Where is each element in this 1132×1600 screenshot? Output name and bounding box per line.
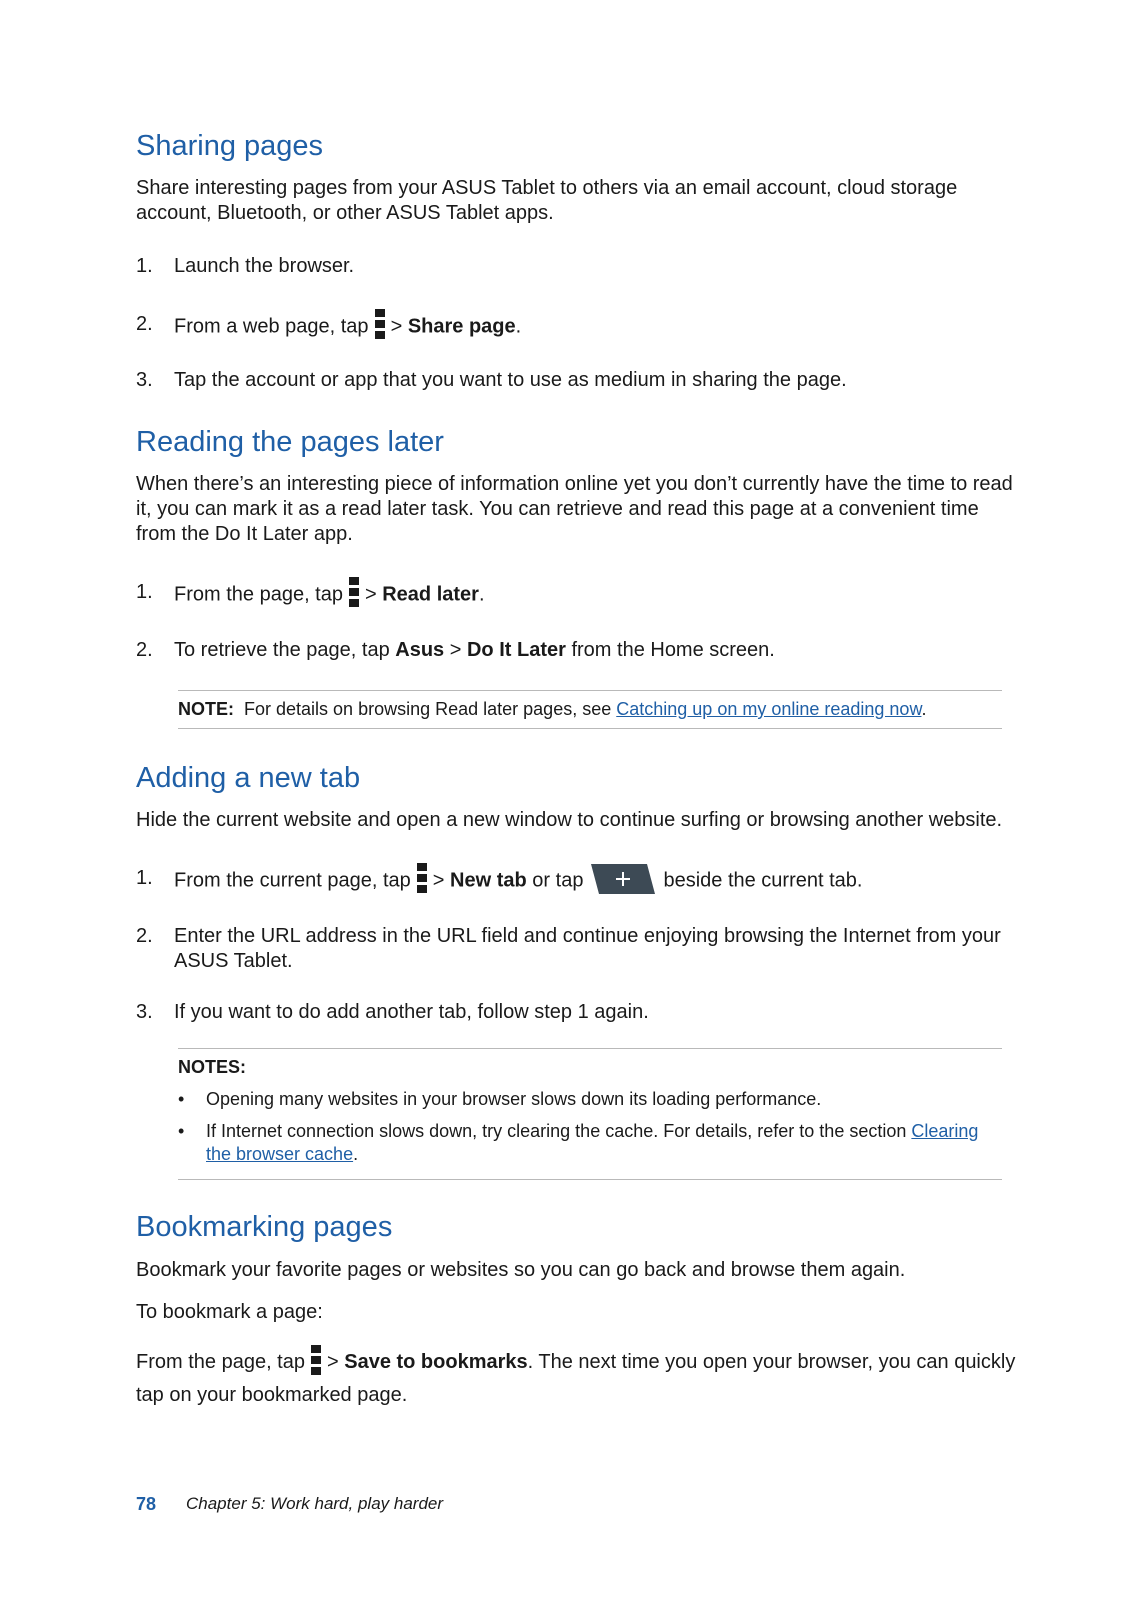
note-end: .: [921, 699, 927, 719]
note-label: NOTE:: [178, 699, 234, 719]
step-text: Launch the browser.: [174, 255, 355, 277]
newtab-notes-box: [178, 1048, 1002, 1180]
gt-separator: >: [364, 583, 377, 606]
step-text: [174, 312, 1016, 342]
note-text: For details on browsing Read later pages, see: [244, 699, 612, 719]
note-item-text: If Internet connection slows down, try clearing the cache. For details, refer to the section: [206, 1121, 907, 1141]
step-post: .: [478, 583, 485, 606]
note-item-end: .: [353, 1144, 359, 1164]
heading-bookmarking-pages: Bookmarking pages: [136, 1211, 393, 1243]
step-pre: From the page, tap: [174, 583, 343, 606]
menu-icon[interactable]: [311, 1345, 321, 1375]
step-number: 1.: [136, 867, 153, 889]
bookmark-intro: Bookmark your favorite pages or websites so you can go back and browse them again.: [136, 1259, 906, 1281]
save-to-bookmarks-label: Save to bookmarks: [344, 1351, 528, 1373]
bookmark-step: [136, 1346, 1016, 1412]
step-text: If you want to do add another tab, follow step 1 again.: [174, 1001, 649, 1023]
bookmark-sub: To bookmark a page:: [136, 1301, 323, 1323]
chapter-title: Chapter 5: Work hard, play harder: [186, 1494, 444, 1513]
step-number: 2.: [136, 639, 153, 661]
step-number: 3.: [136, 1001, 153, 1023]
bullet: •: [178, 1089, 185, 1109]
reading-note-box: [178, 690, 1002, 729]
list-item: [178, 1088, 1002, 1111]
step-pre: From the page, tap: [136, 1351, 305, 1373]
step-number: 1.: [136, 255, 153, 277]
step-pre: From a web page, tap: [174, 315, 369, 338]
share-page-label: Share page: [407, 315, 516, 338]
sharing-intro: Share interesting pages from your ASUS Tablet to others via an email account, cloud storage account, Bluetooth, or other ASUS Tablet apps.: [136, 177, 958, 224]
step-post: .: [515, 315, 522, 338]
link-catching-up[interactable]: Catching up on my online reading now: [616, 699, 922, 719]
bullet: •: [178, 1121, 185, 1141]
heading-reading-later: Reading the pages later: [136, 426, 444, 458]
step-number: 3.: [136, 369, 153, 391]
page-number: 78: [136, 1494, 157, 1514]
link-clearing-cache[interactable]: Clearing the browser cache: [206, 1121, 979, 1164]
heading-adding-new-tab: Adding a new tab: [136, 762, 361, 794]
step-number: 2.: [136, 925, 153, 947]
step-text: Tap the account or app that you want to use as medium in sharing the page.: [174, 369, 847, 391]
step-pre: From the current page, tap: [174, 869, 411, 892]
gt-separator: >: [390, 315, 403, 338]
step-number: 1.: [136, 581, 153, 603]
note-item-text: Opening many websites in your browser slows down its loading performance.: [206, 1089, 822, 1109]
newtab-intro: Hide the current website and open a new window to continue surfing or browsing another website.: [136, 809, 1003, 831]
asus-label: Asus: [395, 639, 445, 661]
gt-separator: >: [449, 639, 462, 661]
step-text: Enter the URL address in the URL field and continue enjoying browsing the Internet from your ASUS Tablet.: [174, 925, 1001, 972]
menu-icon[interactable]: [349, 577, 359, 607]
reading-intro: When there’s an interesting piece of information online yet you don’t currently have the time to read it, you can mark it as a read later task. You can retrieve and read this page at a convenient time from the Do It Later app.: [136, 473, 1013, 545]
step-text: [174, 638, 1016, 663]
do-it-later-label: Do It Later: [466, 639, 566, 661]
notes-list: [178, 1088, 1002, 1166]
gt-separator: >: [326, 1351, 339, 1373]
menu-icon[interactable]: [375, 309, 385, 339]
step-mid: or tap: [532, 869, 584, 892]
read-later-label: Read later: [382, 583, 479, 606]
step-number: 2.: [136, 313, 153, 335]
heading-sharing-pages: Sharing pages: [136, 130, 324, 162]
list-item: [178, 1120, 1002, 1166]
step-text: [174, 580, 1016, 610]
step-text: [174, 866, 1016, 896]
step-post: . The next time you open your browser, you can quickly tap on your bookmarked page.: [136, 1351, 1016, 1406]
step-post: from the Home screen.: [571, 639, 775, 661]
step-post: beside the current tab.: [663, 869, 863, 892]
gt-separator: >: [432, 869, 445, 892]
new-tab-plus-icon[interactable]: [591, 864, 655, 894]
new-tab-label: New tab: [450, 869, 527, 892]
menu-icon[interactable]: [417, 863, 427, 893]
step-pre: To retrieve the page, tap: [174, 639, 390, 661]
notes-label: NOTES:: [178, 1057, 247, 1077]
